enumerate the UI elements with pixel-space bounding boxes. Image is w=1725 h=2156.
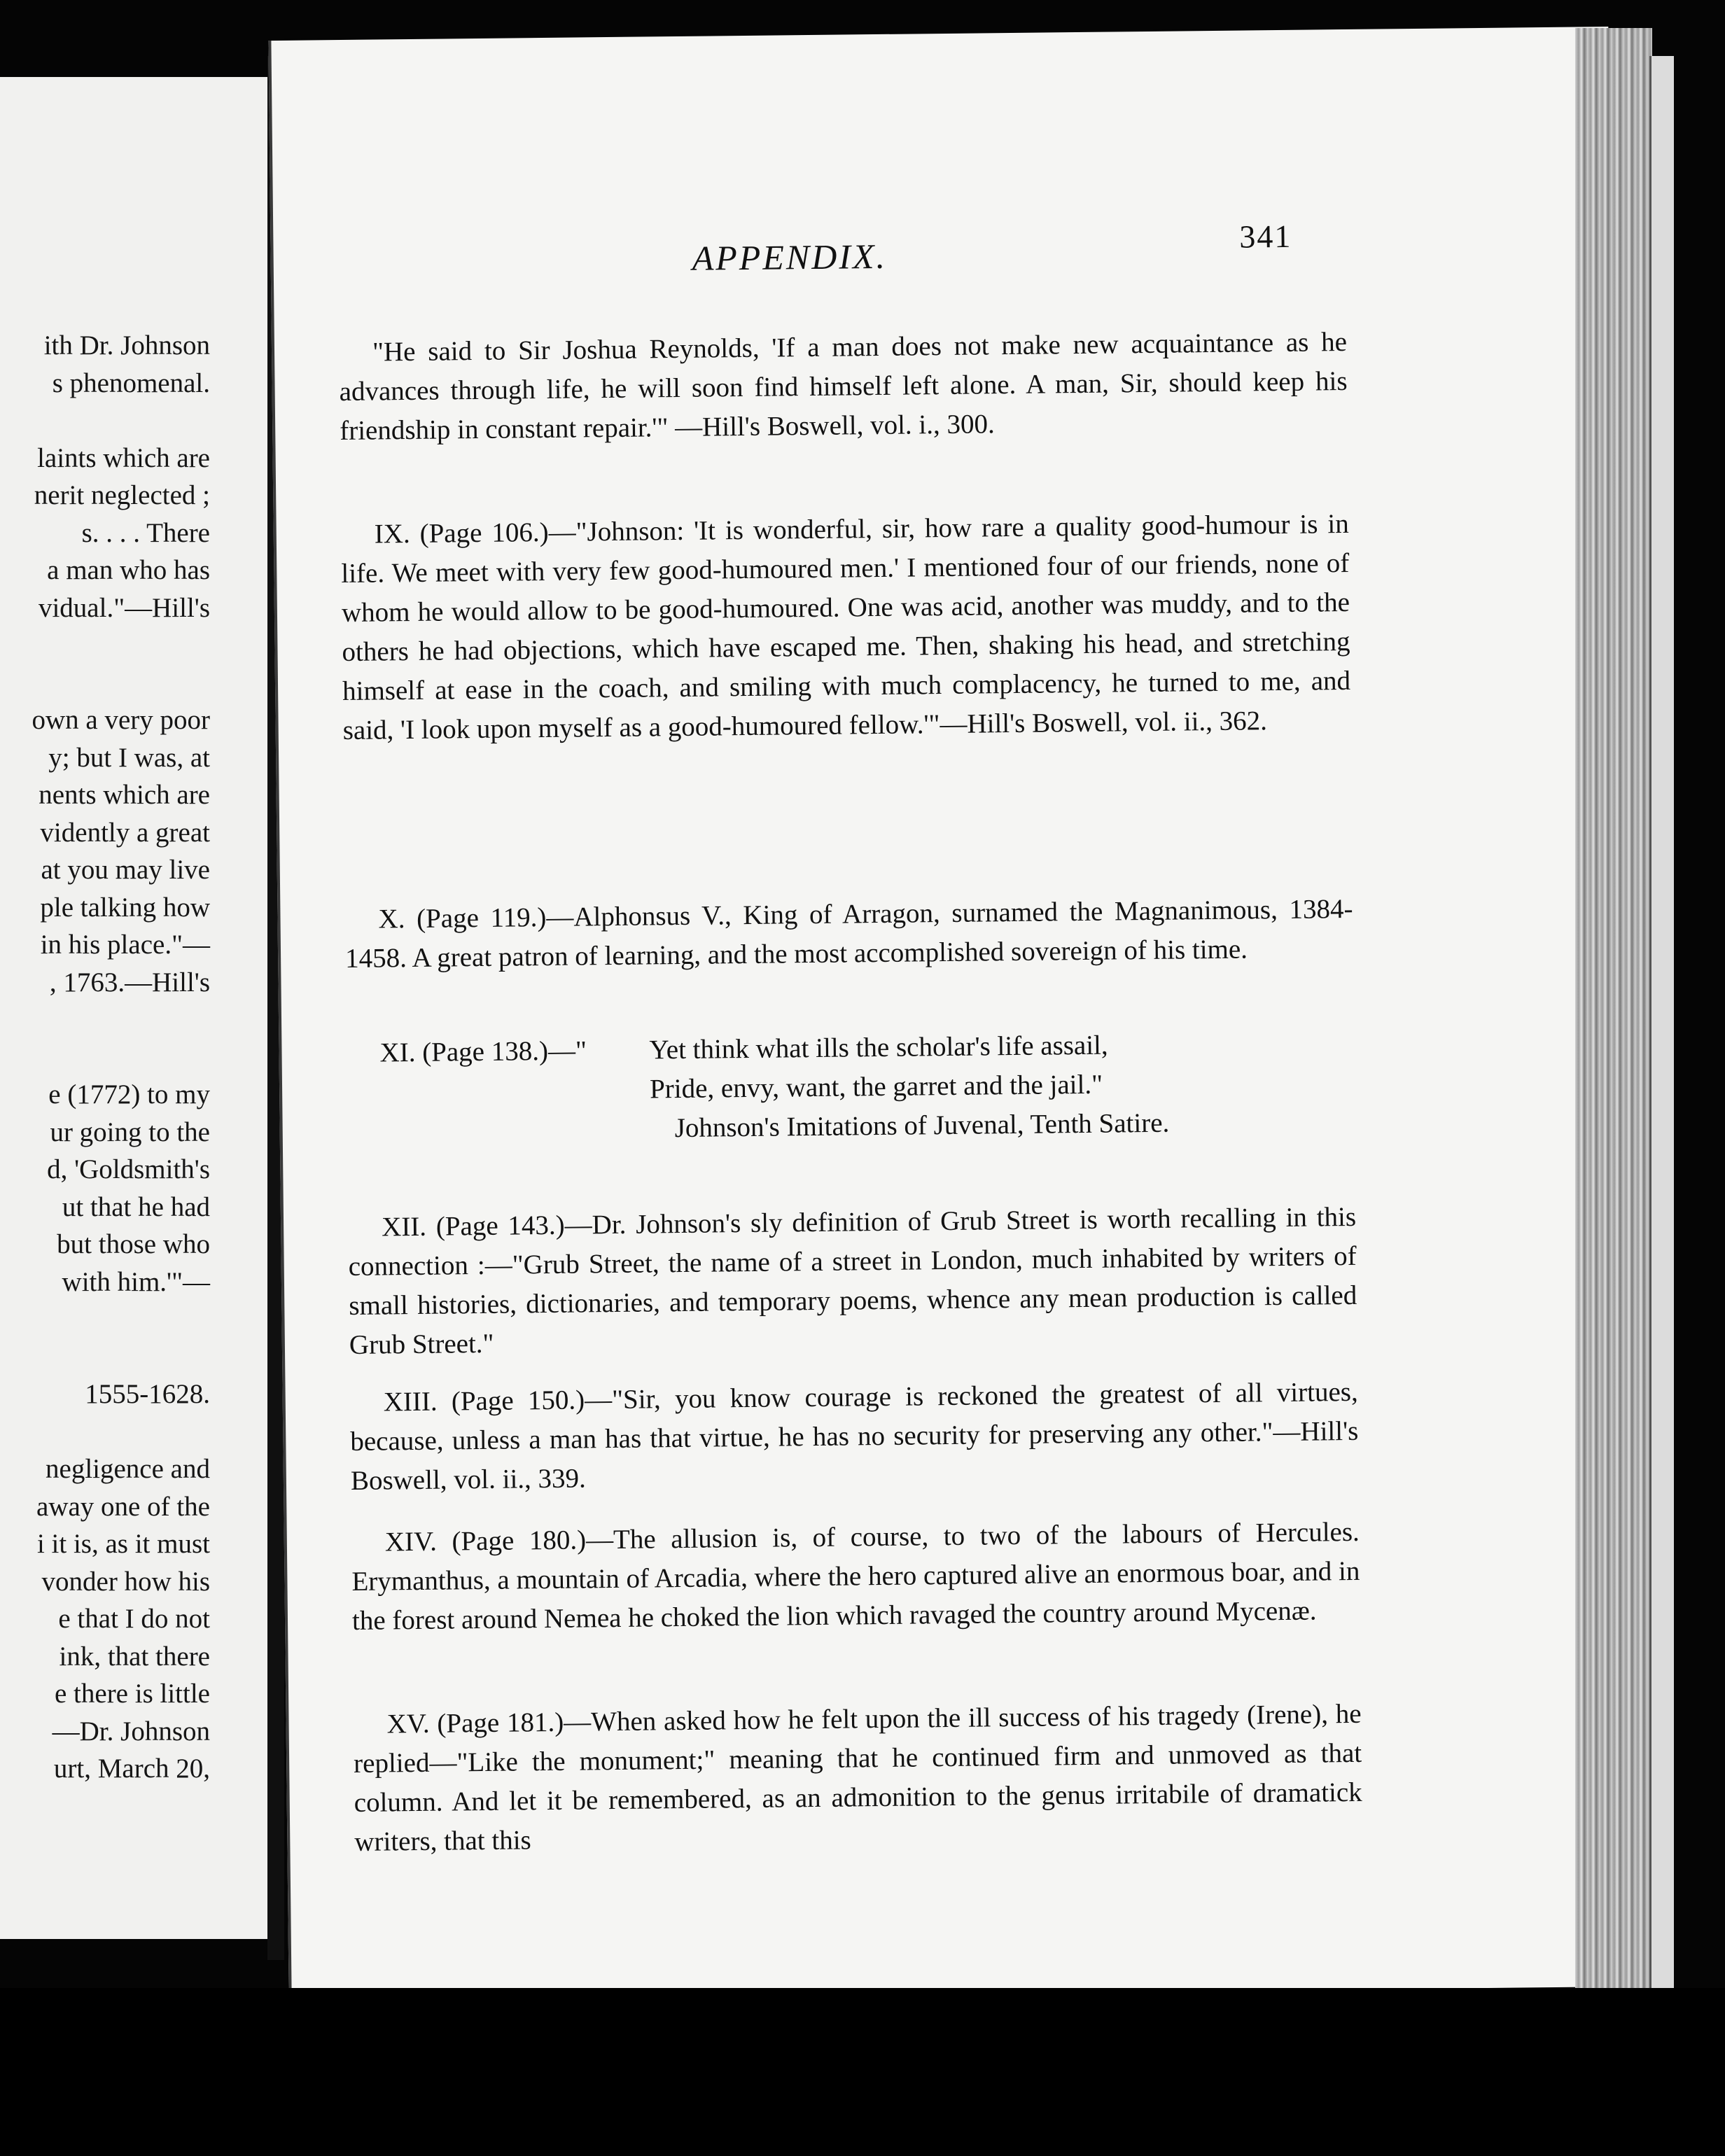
note-xi-verse-1: Yet think what ills the scholar's life assail, (649, 1030, 1108, 1065)
note-x: X. (Page 119.)—Alphonsus V., King of Arragon, surnamed the Magnanimous, 1384-1458. A great patron of learning, and the most accomplished sovereign of his time. (344, 893, 1353, 974)
left-page-line: with him.'"— (62, 1266, 210, 1297)
page-block-edge (1575, 28, 1652, 2016)
book-cover-edge (1649, 56, 1674, 2037)
left-page-line: e (1772) to my (48, 1079, 210, 1110)
left-page-line: negligence and (46, 1454, 210, 1484)
left-page-line: i it is, as it must (36, 1529, 210, 1559)
left-page-line: vidual."—Hill's (38, 592, 210, 623)
note-xii: XII. (Page 143.)—Dr. Johnson's sly definition of Grub Street is worth recalling in this connection :—"Grub Street, the name of a street in London, much inhabited by writers of small histories, dictionaries, and temporary poems, whence any mean production is called Grub Street." (348, 1201, 1357, 1360)
left-page-line: ple talking how (40, 892, 210, 923)
left-page-line: at you may live (41, 855, 210, 885)
running-header: APPENDIX. (692, 236, 888, 278)
left-page-line: y; but I was, at (48, 742, 210, 773)
left-page-line: , 1763.—Hill's (49, 967, 210, 997)
left-page-line: —Dr. Johnson (52, 1716, 210, 1746)
note-xi-verse-2: Pride, envy, want, the garret and the jail." (649, 1069, 1103, 1105)
left-page-line: vonder how his (41, 1566, 210, 1597)
note-ix: IX. (Page 106.)—"Johnson: 'It is wonderful, sir, how rare a quality good-humour is in life. We meet with very few good-humoured men.' I mentioned four of our friends, none of whom he would allow to be good-humoured. One was acid, another was muddy, and to the others he had objections, which have escaped me. Then, shaking his head, and stretching himself at ease in the coach, and smiling with much complacency, he turned to me, and said, 'I look upon myself as a good-humoured fellow.'"—Hill's Boswell, vol. ii., 362. (341, 508, 1351, 746)
left-page-line: nents which are (39, 780, 210, 810)
left-page-line: ink, that there (59, 1641, 210, 1672)
note-xv: XV. (Page 181.)—When asked how he felt upon the ill success of his tragedy (Irene), he replied—"Like the monument;" meaning that he continued firm and unmoved as that column. And let it be remembered, as an admonition to the genus irritabile of dramatick writers, that this (353, 1698, 1362, 1857)
left-page-line: ith Dr. Johnson (43, 330, 210, 360)
bottom-shadow (0, 1988, 1725, 2156)
left-page-line: own a very poor (32, 705, 210, 735)
reynolds-quote: "He said to Sir Joshua Reynolds, 'If a man does not make new acquaintance as he advances through life, he will soon find himself left alone. A man, Sir, should keep his friendship in constant repair.'" —Hill's Boswell, vol. i., 300. (339, 326, 1348, 447)
left-page-line: laints which are (37, 442, 210, 473)
left-page-line: in his place."— (40, 930, 210, 960)
left-page-line: nerit neglected ; (34, 480, 210, 510)
left-page-line: a man who has (47, 555, 210, 585)
left-page-line: s phenomenal. (52, 368, 210, 398)
left-page-line: away one of the (36, 1491, 210, 1522)
right-page (268, 27, 1628, 2001)
left-page-line: ur going to the (50, 1116, 210, 1147)
left-page (0, 77, 272, 1939)
note-xi-lead: XI. (Page 138.)—" (379, 1035, 587, 1068)
left-page-line: 1555-1628. (85, 1379, 210, 1409)
left-page-line: ut that he had (62, 1191, 210, 1222)
left-page-line: urt, March 20, (53, 1754, 210, 1784)
left-page-line: s. . . . There (81, 517, 210, 548)
left-page-line: e that I do not (58, 1604, 210, 1634)
left-page-line: e there is little (54, 1679, 210, 1709)
left-page-line: vidently a great (40, 817, 210, 848)
left-page-line: d, 'Goldsmith's (47, 1154, 210, 1184)
note-xiv: XIV. (Page 180.)—The allusion is, of course, to two of the labours of Hercules. Erymanthus, a mountain of Arcadia, where the hero captured alive an enormous boar, and in the forest around Nemea he choked the lion which ravaged the country around Mycenæ. (351, 1516, 1360, 1636)
left-page-line: but those who (57, 1229, 210, 1259)
page-number: 341 (1239, 218, 1292, 255)
note-xiii: XIII. (Page 150.)—"Sir, you know courage is reckoned the greatest of all virtues, because, unless a man has that virtue, he has no security for preserving any other."—Hill's Boswell, vol. ii., 339. (350, 1376, 1359, 1496)
note-xi-source: Johnson's Imitations of Juvenal, Tenth Satire. (674, 1107, 1170, 1144)
